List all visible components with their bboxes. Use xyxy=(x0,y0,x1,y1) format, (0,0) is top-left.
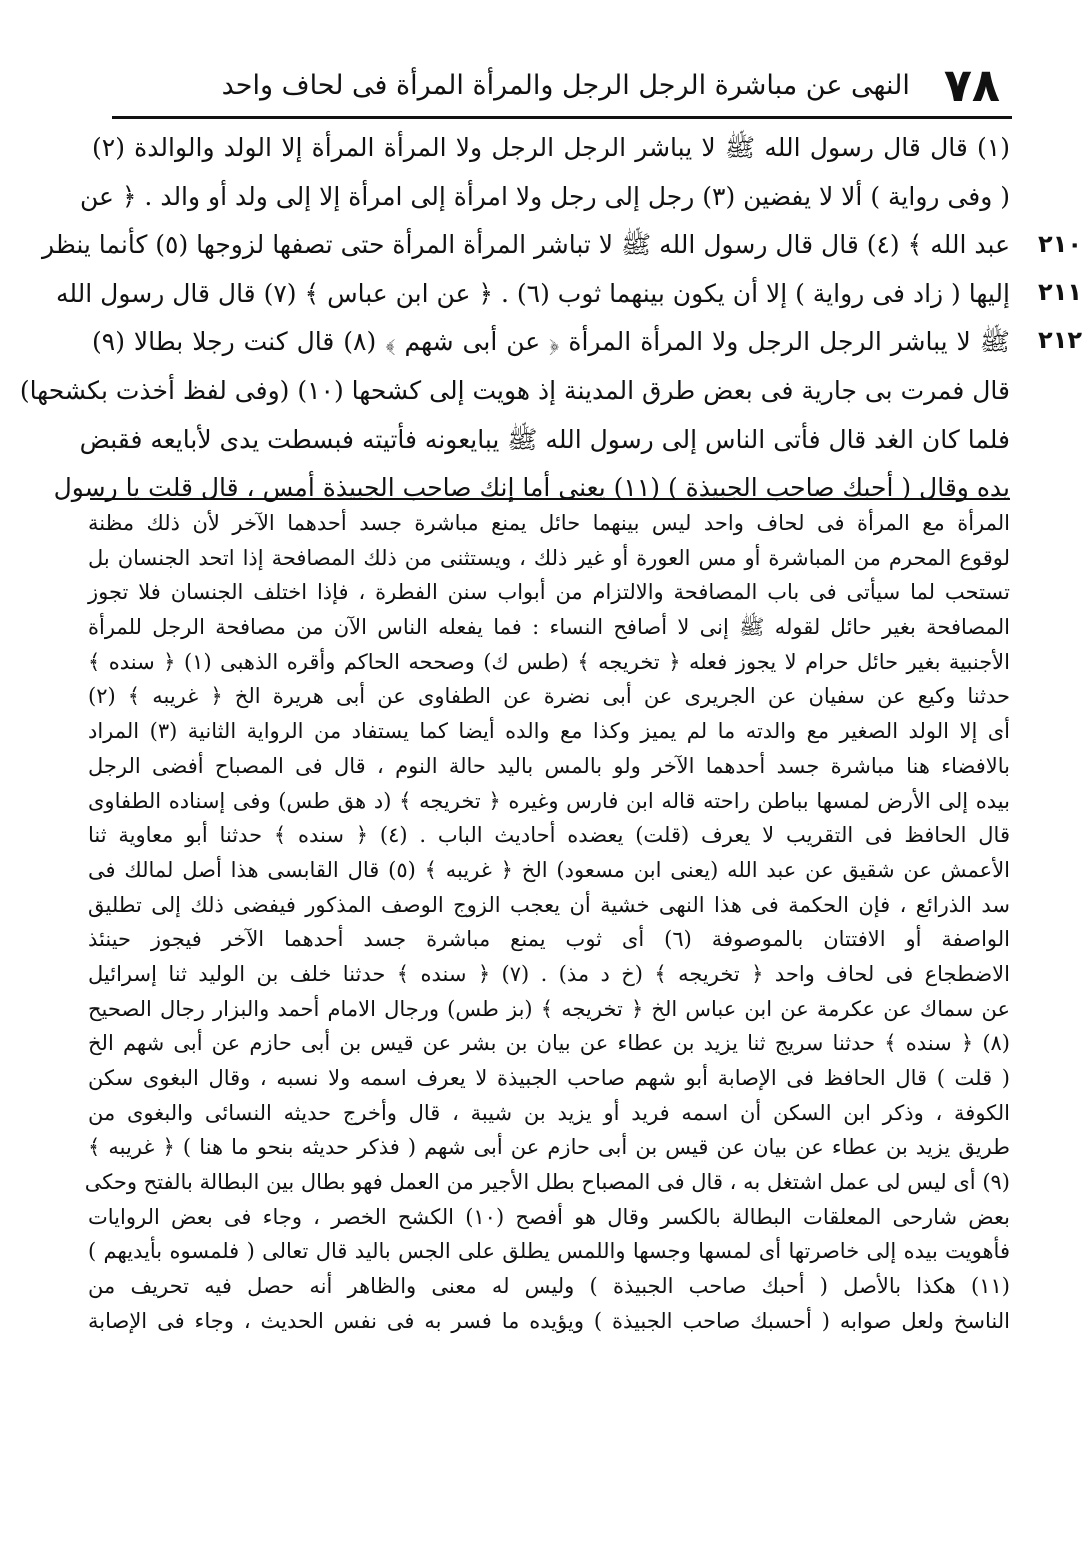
commentary-line: بيده إلى الأرض لمسها بباطن راحته قاله ابن فارس وغيره ﴿ تخريجه ﴾ (د هق طس) وفى إسناده الطفاوى xyxy=(88,788,1010,813)
commentary-line: الواصفة أو الافتتان بالموصوفة (٦) أى ثوب يمنع مباشرة جسد أحدهما الآخر فيجوز حينئذ xyxy=(88,927,1010,952)
commentary-line: أى إلا الولد الصغير مع والدته ما لم يميز وكذا مع والده أيضا كما يستفاد من الرواية الثانية (٣) المراد xyxy=(88,719,1011,744)
commentary-line: سد الذرائع ، فإن الحكمة فى هذا النهى خشية أن يعجب الزوج الوصف المذكور فيفضى ذلك إلى تطليق xyxy=(88,892,1010,917)
main-text-line: يده وقال ( أحبك صاحب الجبيذة ) (١١) يعنى أما إنك صاحب الجبيذة أمس ، قال قلت يا رسول xyxy=(53,473,1010,503)
page-header xyxy=(120,58,1000,112)
commentary-line: عن سماك عن عكرمة عن ابن عباس الخ ﴿ تخريجه ﴾ (بز طس) ورجال الامام أحمد والبزار رجال الصحيح xyxy=(88,996,1010,1021)
commentary-line: الاضطجاع فى لحاف واحد ﴿ تخريجه ﴾ (خ د مذ) . (٧) ﴿ سنده ﴾ حدثنا خلف بن الوليد ثنا إسرائيل xyxy=(88,961,1010,986)
commentary-line: طريق يزيد بن عطاء عن بيان عن قيس بن أبى حازم عن أبى شهم ( فذكر حديثه بنحو ما هنا ) ﴿ غريبه ﴾ xyxy=(88,1135,1010,1160)
commentary-line: (٨) ﴿ سنده ﴾ حدثنا سريج ثنا يزيد بن عطاء عن بيان بن بشر عن قيس بن أبى حازم عن أبى شهم الخ xyxy=(88,1031,1010,1056)
main-text-line: فلما كان الغد قال فأتى الناس إلى رسول الله ﷺ يبايعونه فأتيته فبسطت يدى لأبايعه فقبض xyxy=(79,424,1010,454)
main-text xyxy=(19,124,1010,513)
main-text-line: قال فمرت بى جارية فى بعض طرق المدينة إذ هويت إلى كشحها (١٠) (وفى لفظ أخذت بكشحها) xyxy=(19,375,1010,405)
commentary-line: ( قلت ) قال الحافظ فى الإصابة أبو شهم صاحب الجبيذة لا يعرف اسمه ولا نسبه ، وقال البغوى سكن xyxy=(88,1066,1010,1090)
commentary-line: حدثنا وكيع عن سفيان عن الجريرى عن أبى نضرة عن الطفاوى عن أبى هريرة الخ ﴿ غريبه ﴾ (٢) xyxy=(88,684,1010,709)
main-text-line: (١) قال قال رسول الله ﷺ لا يباشر الرجل الرجل ولا المرأة المرأة إلا الولد والوالدة (٢) xyxy=(92,133,1010,162)
page-number: ٧٨ xyxy=(943,58,1000,112)
commentary-line: لوقوع المحرم من المباشرة أو مس العورة أو غير ذلك ، ويستثنى من ذلك المصافحة إذا اتحد الجنسان بل xyxy=(88,545,1010,570)
commentary-line: فأهويت بيده إلى خاصرتها أى لمسها وجسها واللمس يطلق على الجس باليد قال تعالى ( فلمسوه بأيديهم ) xyxy=(88,1239,1010,1264)
running-title: النهى عن مباشرة الرجل الرجل والمرأة المرأة فى لحاف واحد xyxy=(221,69,910,101)
commentary-line: المرأة مع المرأة فى لحاف واحد ليس بينهما حائل يمنع مباشرة جسد أحدهما الآخر لأن ذلك مظنة xyxy=(88,511,1010,535)
commentary-line: (٩) أى ليس لى عمل اشتغل به ، قال فى المصباح بطل الأجير من العمل فهو بطال بين البطالة بالفتح وحكى xyxy=(84,1170,1010,1195)
commentary-line: الأجنبية بغير حائل حرام لا يجوز فعله ﴿ تخريجه ﴾ (طس ك) وصححه الحاكم وأقره الذهبى (١) ﴿ سنده ﴾ xyxy=(88,649,1010,674)
main-text-line: ﷺ لا يباشر الرجل الرجل ولا المرأة المرأة ﴿ عن أبى شهم ﴾ (٨) قال كنت رجلا بطالا (٩) xyxy=(92,327,1010,357)
commentary-line: المصافحة بغير حائل لقوله ﷺ إنى لا أصافح النساء : فما يفعله الناس الآن من مصافحة الرجل للمرأة xyxy=(88,615,1010,640)
main-text-line: ( وفى رواية ) ألا لا يفضين (٣) رجل إلى رجل ولا امرأة إلى امرأة إلا إلى ولد أو والد . ﴿ عن xyxy=(79,181,1010,211)
commentary-line: الكوفة ، وذكر ابن السكن أن اسمه فريد أو يزيد بن شيبة ، قال وأخرج حديثه النسائى والبغوى من xyxy=(88,1100,1010,1125)
commentary-line: تستحب لما سيأتى فى باب المصافحة والالتزام من أبواب سنن الفطرة ، فإذا اختلف الجنسان فلا تجوز xyxy=(88,580,1010,605)
commentary-line: الأعمش عن شقيق عن عبد الله (يعنى ابن مسعود) الخ ﴿ غريبه ﴾ (٥) قال القابسى هذا أصل لمالك فى xyxy=(88,857,1011,882)
commentary-line: (١١) هكذا بالأصل ( أحبك صاحب الجبيذة ) وليس له معنى والظاهر أنه حصل فيه تحريف من xyxy=(88,1274,1010,1299)
hadith-number: ٢١١ xyxy=(1038,278,1082,306)
commentary-line: بالافضاء هنا مباشرة جسد أحدهما الآخر ولو بالمس باليد حالة النوم ، قال فى المصباح أفضى الرجل xyxy=(88,753,1010,778)
commentary-line: الناسخ ولعل صوابه ( أحسبك صاحب الجبيذة ) ويؤيده ما فسر به فى نفس الحديث ، وجاء فى الإصابة xyxy=(88,1308,1010,1333)
header-rule xyxy=(112,116,1012,119)
commentary-line: قال الحافظ فى التقريب لا يعرف (قلت) يعضده أحاديث الباب . (٤) ﴿ سنده ﴾ حدثنا أبو معاوية ثنا xyxy=(88,823,1010,848)
commentary xyxy=(84,506,1011,1339)
hadith-number: ٢١٢ xyxy=(1038,326,1082,354)
commentary-line: بعض شارحى المعلقات البطالة بالكسر وقال هو أفصح (١٠) الكشح الخصر ، وجاء فى بعض الروايات xyxy=(88,1204,1010,1229)
main-text-line: إليها ( زاد فى رواية ) إلا أن يكون بينهما ثوب (٦) . ﴿ عن ابن عباس ﴾ (٧) قال قال رسول الله xyxy=(55,278,1010,308)
main-text-line: عبد الله ﴾ (٤) قال قال رسول الله ﷺ لا تباشر المرأة المرأة حتى تصفها لزوجها (٥) كأنما ينظر xyxy=(42,230,1010,260)
hadith-number: ٢١٠ xyxy=(1038,230,1082,258)
footnote-divider xyxy=(90,498,1010,500)
